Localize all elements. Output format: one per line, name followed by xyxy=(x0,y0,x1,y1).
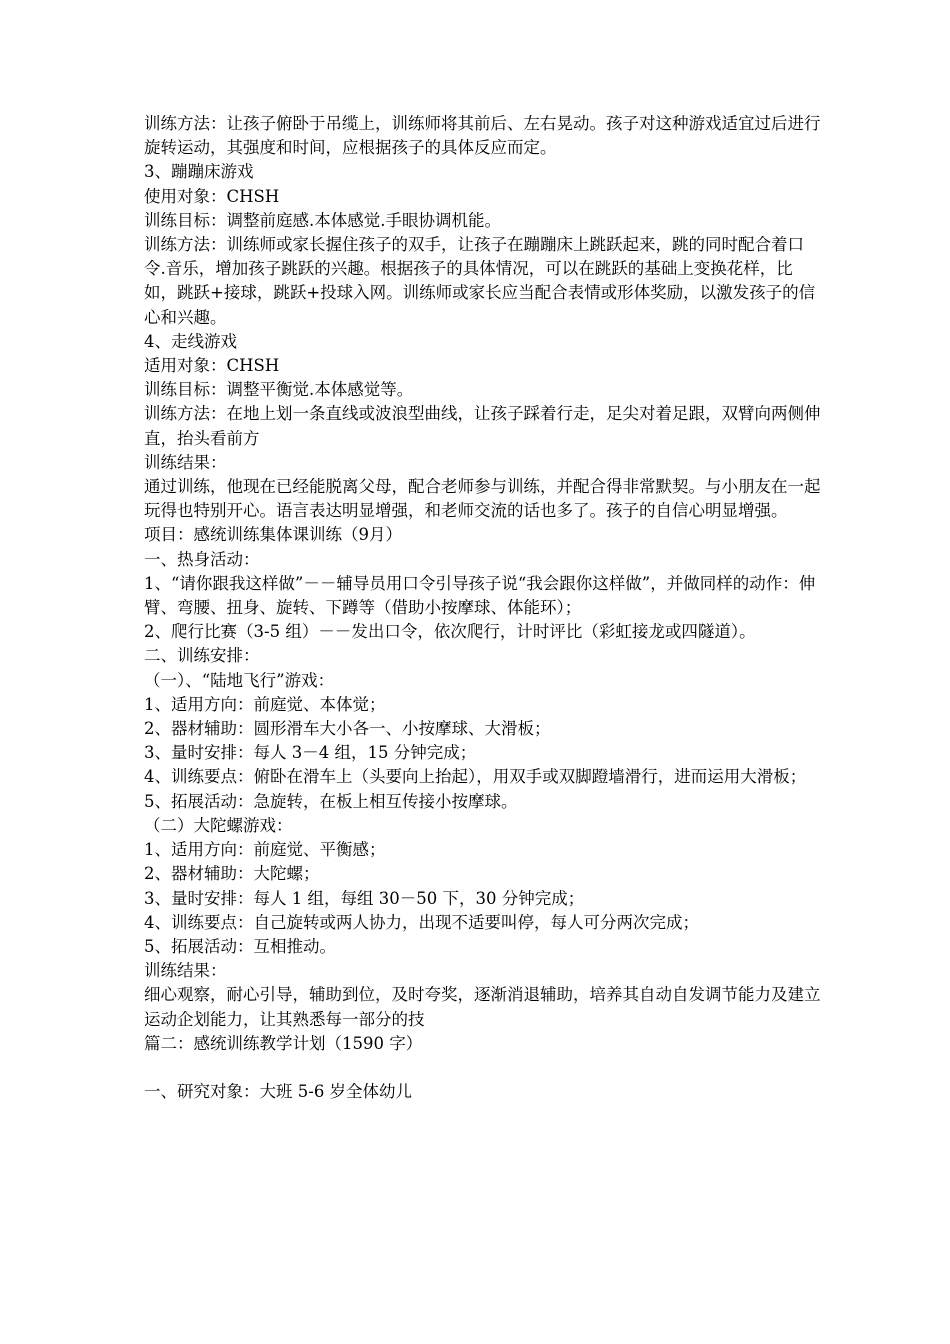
heading-training-arrangement: 二、训练安排： xyxy=(144,646,260,666)
line-big-top-5: 5、拓展活动：互相推动。 xyxy=(144,936,336,956)
document-body xyxy=(144,112,824,1104)
heading-part-two: 篇二：感统训练教学计划（1590 字） xyxy=(144,1033,423,1053)
paragraph-training-result: 通过训练，他现在已经能脱离父母，配合老师参与训练，并配合得非常默契。与小朋友在一起玩得也特别开心。语言表达明显增强，和老师交流的话也多了。孩子的自信心明显增强。 xyxy=(144,477,821,521)
paragraph-training-method-trampoline: 训练方法：训练师或家长握住孩子的双手，让孩子在蹦蹦床上跳跃起来，跳的同时配合着口令.音乐，增加孩子跳跃的兴趣。根据孩子的具体情况，可以在跳跃的基础上变换花样，比如，跳跃+接球，跳跃+投球入网。训练师或家长应当配合表情或形体奖励，以激发孩子的信心和兴趣。 xyxy=(144,235,816,327)
heading-group-training-project: 项目：感统训练集体课训练（9月） xyxy=(144,525,402,545)
heading-trampoline-game: 3、蹦蹦床游戏 xyxy=(144,162,254,182)
line-big-top-3: 3、量时安排：每人 1 组，每组 30－50 下，30 分钟完成； xyxy=(144,888,585,908)
paragraph-land-flight-4: 4、训练要点：俯卧在滑车上（头要向上抬起），用双手或双脚蹬墙滑行，进而运用大滑板； xyxy=(144,767,807,787)
line-research-subject: 一、研究对象：大班 5-6 岁全体幼儿 xyxy=(144,1082,413,1102)
paragraph-warm-up-2: 2、爬行比赛（3-5 组）－－发出口令，依次爬行，计时评比（彩虹接龙或四隧道）。 xyxy=(144,622,756,642)
blank-line xyxy=(144,1056,824,1080)
line-land-flight-3: 3、量时安排：每人 3－4 组，15 分钟完成； xyxy=(144,743,477,763)
line-big-top-2: 2、器材辅助：大陀螺； xyxy=(144,864,320,884)
paragraph-training-method-line-walking: 训练方法：在地上划一条直线或波浪型曲线，让孩子踩着行走，足尖对着足跟，双臂向两侧伸直，抬头看前方 xyxy=(144,404,821,448)
heading-warm-up: 一、热身活动： xyxy=(144,549,260,569)
line-big-top-1: 1、适用方向：前庭觉、平衡感； xyxy=(144,840,386,860)
line-land-flight-5: 5、拓展活动：急旋转，在板上相互传接小按摩球。 xyxy=(144,791,518,811)
line-target-users: 使用对象：CHSH xyxy=(144,186,280,206)
line-training-result-label: 训练结果： xyxy=(144,452,227,472)
line-land-flight-1: 1、适用方向：前庭觉、本体觉； xyxy=(144,694,386,714)
line-land-flight-2: 2、器材辅助：圆形滑车大小各一、小按摩球、大滑板； xyxy=(144,719,551,739)
heading-land-flight-game: （一）、“陆地飞行”游戏： xyxy=(144,670,335,690)
paragraph-training-method-hanging-cable: 训练方法：让孩子俯卧于吊缆上，训练师将其前后、左右晃动。孩子对这种游戏适宜过后进行旋转运动，其强度和时间，应根据孩子的具体反应而定。 xyxy=(144,114,821,158)
paragraph-warm-up-1: 1、“请你跟我这样做”－－辅导员用口令引导孩子说“我会跟你这样做”，并做同样的动作：伸臂、弯腰、扭身、旋转、下蹲等（借助小按摩球、体能环）； xyxy=(144,573,816,618)
line-training-result-label-2: 训练结果： xyxy=(144,961,227,981)
line-training-goal-balance: 训练目标：调整平衡觉.本体感觉等。 xyxy=(144,380,414,400)
line-applicable-users: 适用对象：CHSH xyxy=(144,356,280,376)
line-big-top-4: 4、训练要点：自己旋转或两人协力，出现不适要叫停，每人可分两次完成； xyxy=(144,912,699,932)
heading-line-walking-game: 4、走线游戏 xyxy=(144,331,237,351)
heading-big-top-game: （二）大陀螺游戏： xyxy=(144,815,293,835)
line-training-goal: 训练目标：调整前庭感.本体感觉.手眼协调机能。 xyxy=(144,210,501,230)
paragraph-training-result-2: 细心观察，耐心引导，辅助到位，及时夸奖，逐渐消退辅助，培养其自动自发调节能力及建立运动企划能力，让其熟悉每一部分的技 xyxy=(144,985,821,1029)
